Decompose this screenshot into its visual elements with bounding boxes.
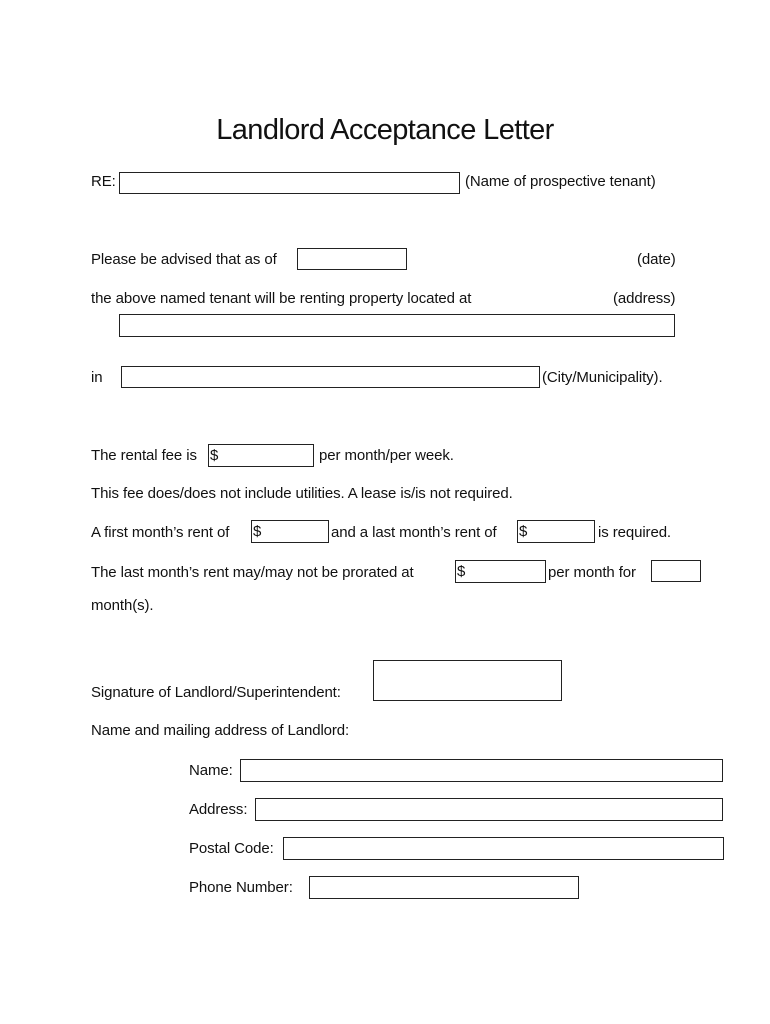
property-address-field[interactable] (119, 314, 675, 337)
phone-number-label: Phone Number: (189, 879, 293, 896)
first-month-label: A first month’s rent of (91, 524, 230, 541)
city-hint: (City/Municipality). (542, 369, 663, 386)
signature-field[interactable] (373, 660, 562, 701)
months-label: month(s). (91, 597, 154, 614)
required-text: is required. (598, 524, 672, 541)
phone-number-field[interactable] (309, 876, 579, 899)
city-label: in (91, 369, 103, 386)
date-hint: (date) (637, 251, 676, 268)
date-line-text: Please be advised that as of (91, 251, 277, 268)
tenant-name-hint: (Name of prospective tenant) (465, 173, 656, 190)
signature-label: Signature of Landlord/Superintendent: (91, 684, 341, 701)
fee-note: This fee does/does not include utilities. A lease is/is not required. (91, 485, 513, 502)
rental-fee-field[interactable] (208, 444, 314, 467)
last-month-label: and a last month’s rent of (331, 524, 497, 541)
rental-fee-period: per month/per week. (319, 447, 454, 464)
prorated-middle: per month for (548, 564, 636, 581)
landlord-address-label: Address: (189, 801, 248, 818)
last-month-rent-field[interactable] (517, 520, 595, 543)
prorated-label: The last month’s rent may/may not be prorated at (91, 564, 414, 581)
address-hint: (address) (613, 290, 676, 307)
prorated-amount-field[interactable] (455, 560, 546, 583)
city-field[interactable] (121, 366, 540, 388)
address-line-text: the above named tenant will be renting property located at (91, 290, 472, 307)
landlord-name-field[interactable] (240, 759, 723, 782)
months-count-field[interactable] (651, 560, 701, 582)
landlord-address-field[interactable] (255, 798, 723, 821)
first-month-rent-field[interactable] (251, 520, 329, 543)
re-label: RE: (91, 173, 116, 190)
landlord-heading: Name and mailing address of Landlord: (91, 722, 350, 739)
postal-code-field[interactable] (283, 837, 724, 860)
rental-fee-label: The rental fee is (91, 447, 197, 464)
tenant-name-field[interactable] (119, 172, 460, 194)
prorated-currency: $ (457, 563, 466, 580)
page-title: Landlord Acceptance Letter (216, 114, 554, 146)
postal-code-label: Postal Code: (189, 840, 274, 857)
last-month-currency: $ (519, 523, 528, 540)
landlord-name-label: Name: (189, 762, 233, 779)
rental-currency: $ (210, 447, 219, 464)
date-field[interactable] (297, 248, 407, 270)
first-month-currency: $ (253, 523, 262, 540)
